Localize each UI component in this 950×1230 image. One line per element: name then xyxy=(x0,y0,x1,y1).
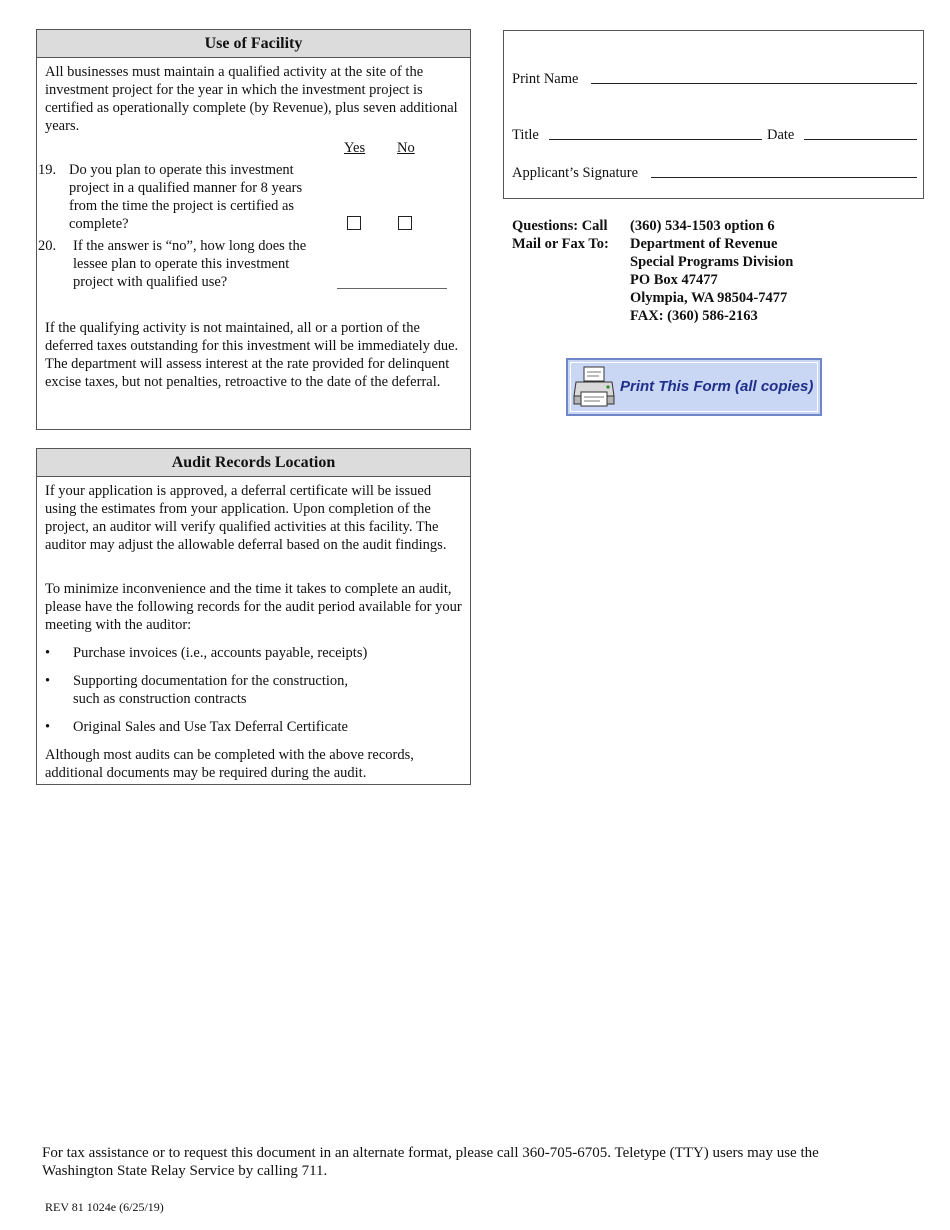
date-field[interactable] xyxy=(804,139,917,140)
bullet-item xyxy=(73,718,462,736)
audit-records-para2: To minimize inconvenience and the time it takes to complete an audit, please have the following records for the audit period available for your meeting with the auditor: xyxy=(45,581,462,633)
audit-records-closing: Although most audits can be completed with the above records, additional documents may be required during the audit. xyxy=(45,747,414,781)
question-20-line: lessee plan to operate this investment xyxy=(73,256,290,272)
use-of-facility-section xyxy=(36,29,471,430)
use-of-facility-warning: If the qualifying activity is not maintained, all or a portion of the deferred taxes outstanding for this investment will be immediately due. The department will assess interest at the rate provided for delinquent excise taxes, but not penalties, retroactive to the date of the deferral. xyxy=(45,320,459,390)
address-line: Special Programs Division xyxy=(630,254,794,270)
audit-records-title: Audit Records Location xyxy=(37,449,470,477)
question-19-text xyxy=(69,161,339,233)
applicant-signature-label: Applicant’s Signature xyxy=(512,165,639,181)
question-20-number: 20. xyxy=(38,238,57,254)
contact-phone: (360) 534-1503 option 6 xyxy=(630,218,775,234)
bullet-item-line: such as construction contracts xyxy=(73,691,247,707)
question-19-yes-checkbox[interactable] xyxy=(347,216,361,230)
mail-fax-label: Mail or Fax To: xyxy=(512,236,609,252)
bullet-marker: • xyxy=(45,645,51,661)
audit-records-para1: If your application is approved, a deferral certificate will be issued using the estimates from your application. Upon completion of the project, an auditor will verify qualified activities at this facility. The auditor may adjust the allowable deferral based on the audit findings. xyxy=(45,483,447,553)
bullet-marker: • xyxy=(45,673,51,689)
use-of-facility-intro: All businesses must maintain a qualified activity at the site of the investment project for the year in which the investment project is certified as operationally complete (by Revenue), plus seven additional years. xyxy=(45,64,458,134)
form-code: REV 81 1024e (6/25/19) xyxy=(45,1200,164,1214)
print-name-label: Print Name xyxy=(512,71,579,87)
yes-column-label: Yes xyxy=(344,140,366,156)
address-line: Department of Revenue xyxy=(630,236,778,252)
question-19-line: project in a qualified manner for 8 years xyxy=(69,180,303,196)
address-line: PO Box 47477 xyxy=(630,272,718,288)
fax-number: FAX: (360) 586-2163 xyxy=(630,308,758,324)
question-19-line: from the time the project is certified as xyxy=(69,198,295,214)
contact-details xyxy=(630,217,793,325)
tax-assistance-note: For tax assistance or to request this document in an alternate format, please call 360-705-6705. Teletype (TTY) users may use the Washington State Relay Service by calling 711. xyxy=(42,1145,819,1179)
question-20-duration-field[interactable] xyxy=(337,288,447,289)
question-19-line: Do you plan to operate this investment xyxy=(69,162,294,178)
bullet-item-line: Purchase invoices (i.e., accounts payable, receipts) xyxy=(73,645,368,661)
signature-section xyxy=(503,30,924,199)
question-19-number: 19. xyxy=(38,162,57,178)
question-20-text xyxy=(73,237,343,291)
bullet-item xyxy=(73,672,462,708)
title-label: Title xyxy=(512,127,539,143)
bullet-item xyxy=(73,644,462,662)
date-label: Date xyxy=(767,127,795,143)
applicant-signature-field[interactable] xyxy=(651,177,917,178)
address-line: Olympia, WA 98504-7477 xyxy=(630,290,788,306)
print-name-field[interactable] xyxy=(591,83,917,84)
audit-records-section xyxy=(36,448,471,785)
print-form-button[interactable] xyxy=(566,358,822,416)
question-19-line: complete? xyxy=(69,216,129,232)
bullet-item-line: Original Sales and Use Tax Deferral Certificate xyxy=(73,719,348,735)
print-form-button-label: Print This Form (all copies) xyxy=(620,378,814,395)
printer-icon xyxy=(572,364,616,410)
question-20-line: project with qualified use? xyxy=(73,274,228,290)
no-column-label: No xyxy=(397,140,415,156)
bullet-marker: • xyxy=(45,719,51,735)
title-field[interactable] xyxy=(549,139,762,140)
use-of-facility-title: Use of Facility xyxy=(37,30,470,58)
bullet-item-line: Supporting documentation for the construction, xyxy=(73,673,349,689)
question-19-no-checkbox[interactable] xyxy=(398,216,412,230)
question-20-line: If the answer is “no”, how long does the xyxy=(73,238,307,254)
questions-label: Questions: Call xyxy=(512,218,608,234)
